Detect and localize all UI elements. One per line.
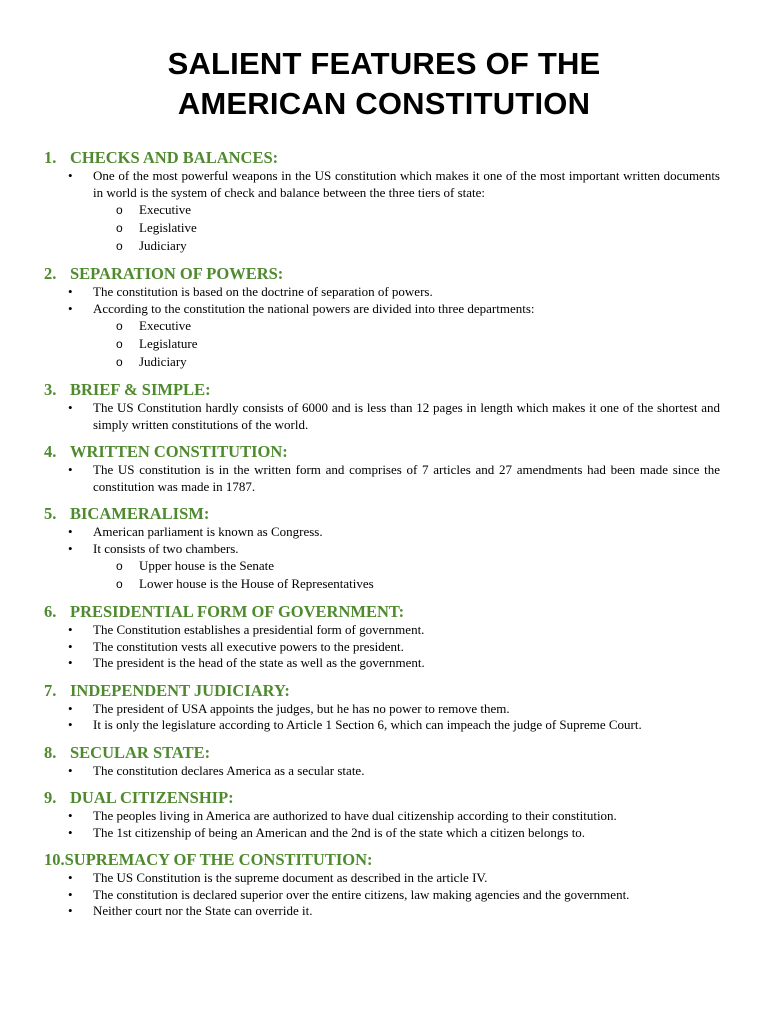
section-heading-text: WRITTEN CONSTITUTION: xyxy=(70,442,288,461)
section xyxy=(44,788,720,841)
bullet-list xyxy=(44,462,720,495)
section-number: 3. xyxy=(44,380,57,399)
bullet-icon: • xyxy=(68,400,73,415)
section-heading xyxy=(44,442,720,462)
section-heading-text: SUPREMACY OF THE CONSTITUTION: xyxy=(64,850,373,869)
bullet-icon: • xyxy=(68,824,73,840)
bullet-icon: • xyxy=(68,168,73,183)
sub-item xyxy=(44,201,720,219)
bullet-item xyxy=(44,541,720,558)
bullet-text: American parliament is known as Congress. xyxy=(93,524,323,539)
bullet-item xyxy=(44,825,720,842)
bullet-item xyxy=(44,400,720,433)
section xyxy=(44,148,720,255)
bullet-text: The president is the head of the state as well as the government. xyxy=(93,655,425,670)
bullet-text: The constitution is declared superior over the entire citizens, law making agencies and the government. xyxy=(93,886,630,902)
section-number: 1. xyxy=(44,148,57,167)
section-heading xyxy=(44,602,720,622)
circle-bullet-icon: o xyxy=(116,355,123,369)
sub-list xyxy=(44,557,720,593)
section xyxy=(44,380,720,433)
section-number: 4. xyxy=(44,442,57,461)
circle-bullet-icon: o xyxy=(116,337,123,351)
sub-item xyxy=(44,335,720,353)
section-heading-text: DUAL CITIZENSHIP: xyxy=(70,788,234,807)
bullet-icon: • xyxy=(68,762,73,778)
bullet-icon: • xyxy=(68,300,73,316)
bullet-text: The US constitution is in the written form and comprises of 7 articles and 27 amendments had been made since the constitution was made in 1787. xyxy=(93,462,720,494)
section-heading-text: SEPARATION OF POWERS: xyxy=(70,264,284,283)
section xyxy=(44,504,720,593)
bullet-text: The 1st citizenship of being an American and the 2nd is of the state which a citizen belongs to. xyxy=(93,824,586,840)
bullet-item xyxy=(44,284,720,301)
bullet-text: Neither court nor the State can override it. xyxy=(93,903,313,918)
sections-list xyxy=(44,148,720,929)
sub-item-text: Upper house is the Senate xyxy=(139,558,275,573)
bullet-icon: • xyxy=(68,622,73,637)
section-number: 6. xyxy=(44,602,57,621)
title-line-1: SALIENT FEATURES OF THE xyxy=(167,46,601,81)
bullet-item xyxy=(44,870,720,887)
bullet-item xyxy=(44,462,720,495)
bullet-item xyxy=(44,622,720,639)
bullet-item xyxy=(44,524,720,541)
section-heading-text: BICAMERALISM: xyxy=(70,504,210,523)
bullet-list xyxy=(44,622,720,672)
section-heading xyxy=(44,788,720,808)
section-heading-text: PRESIDENTIAL FORM OF GOVERNMENT: xyxy=(70,602,405,621)
section-number: 9. xyxy=(44,788,57,807)
bullet-item xyxy=(44,168,720,201)
bullet-list xyxy=(44,808,720,841)
bullet-item xyxy=(44,655,720,672)
bullet-item xyxy=(44,639,720,656)
bullet-icon: • xyxy=(68,808,73,823)
bullet-icon: • xyxy=(68,655,73,670)
section-heading xyxy=(44,850,720,870)
circle-bullet-icon: o xyxy=(116,239,123,253)
sub-item-text: Executive xyxy=(139,318,191,333)
bullet-icon: • xyxy=(68,462,73,477)
bullet-text: According to the constitution the national powers are divided into three departments: xyxy=(93,300,535,316)
bullet-list xyxy=(44,524,720,593)
bullet-text: It is only the legislature according to Article 1 Section 6, which can impeach the judge of Supreme Court. xyxy=(93,717,642,732)
bullet-icon: • xyxy=(68,540,73,556)
sub-list xyxy=(44,201,720,255)
section-number: 2. xyxy=(44,264,57,283)
bullet-item xyxy=(44,701,720,718)
bullet-list xyxy=(44,701,720,734)
section-heading xyxy=(44,380,720,400)
bullet-list xyxy=(44,400,720,433)
bullet-icon: • xyxy=(68,870,73,885)
sub-item xyxy=(44,219,720,237)
section-heading xyxy=(44,148,720,168)
bullet-icon: • xyxy=(68,717,73,732)
circle-bullet-icon: o xyxy=(116,559,123,573)
bullet-item xyxy=(44,887,720,904)
section xyxy=(44,264,720,371)
bullet-item xyxy=(44,717,720,734)
section-heading-text: BRIEF & SIMPLE: xyxy=(70,380,211,399)
section xyxy=(44,850,720,920)
bullet-text: The US Constitution is the supreme document as described in the article IV. xyxy=(93,870,488,885)
section-heading xyxy=(44,743,720,763)
title-line-2: AMERICAN CONSTITUTION xyxy=(177,86,591,121)
bullet-text: The peoples living in America are authorized to have dual citizenship according to their constitution. xyxy=(93,808,617,823)
sub-item xyxy=(44,557,720,575)
bullet-icon: • xyxy=(68,638,73,654)
section-heading-text: SECULAR STATE: xyxy=(70,742,211,762)
bullet-text: The president of USA appoints the judges, but he has no power to remove them. xyxy=(93,700,510,716)
bullet-text: It consists of two chambers. xyxy=(93,540,239,556)
bullet-text: The constitution declares America as a secular state. xyxy=(93,762,365,778)
circle-bullet-icon: o xyxy=(116,577,123,591)
sub-item xyxy=(44,317,720,335)
bullet-icon: • xyxy=(68,903,73,918)
bullet-icon: • xyxy=(68,700,73,716)
circle-bullet-icon: o xyxy=(116,221,123,235)
bullet-list xyxy=(44,284,720,371)
sub-item xyxy=(44,237,720,255)
sub-list xyxy=(44,317,720,371)
bullet-item xyxy=(44,301,720,318)
sub-item-text: Lower house is the House of Representatives xyxy=(139,576,374,591)
bullet-item xyxy=(44,763,720,780)
section xyxy=(44,602,720,672)
section-heading-text: INDEPENDENT JUDICIARY: xyxy=(70,680,290,700)
bullet-text: The US Constitution hardly consists of 6000 and is less than 12 pages in length which makes it one of the shortest and simply written constitutions of the world. xyxy=(93,400,720,432)
bullet-list xyxy=(44,870,720,920)
sub-item xyxy=(44,575,720,593)
sub-item-text: Legislature xyxy=(139,336,198,351)
section-number: 5. xyxy=(44,504,57,523)
bullet-text: The constitution vests all executive powers to the president. xyxy=(93,638,404,654)
section xyxy=(44,681,720,734)
bullet-item xyxy=(44,808,720,825)
section-heading xyxy=(44,681,720,701)
bullet-text: The Constitution establishes a presidential form of government. xyxy=(93,622,425,637)
section-heading-text: CHECKS AND BALANCES: xyxy=(70,148,279,167)
section xyxy=(44,442,720,495)
bullet-icon: • xyxy=(68,524,73,539)
bullet-text: One of the most powerful weapons in the US constitution which makes it one of the most important written documents in world is the system of check and balance between the three tiers of state: xyxy=(93,168,720,200)
section-heading xyxy=(44,264,720,284)
section-number: 8. xyxy=(44,742,57,762)
bullet-text: The constitution is based on the doctrine of separation of powers. xyxy=(93,284,433,299)
sub-item-text: Legislative xyxy=(139,220,197,235)
bullet-item xyxy=(44,903,720,920)
section-heading xyxy=(44,504,720,524)
bullet-list xyxy=(44,168,720,255)
bullet-icon: • xyxy=(68,284,73,299)
sub-item-text: Executive xyxy=(139,202,191,217)
bullet-list xyxy=(44,763,720,780)
document-title xyxy=(0,44,768,124)
sub-item-text: Judiciary xyxy=(139,354,187,369)
sub-item xyxy=(44,353,720,371)
circle-bullet-icon: o xyxy=(116,319,123,333)
section-number: 10. xyxy=(44,850,65,869)
section xyxy=(44,743,720,780)
bullet-icon: • xyxy=(68,886,73,902)
circle-bullet-icon: o xyxy=(116,203,123,217)
section-number: 7. xyxy=(44,680,57,700)
sub-item-text: Judiciary xyxy=(139,238,187,253)
